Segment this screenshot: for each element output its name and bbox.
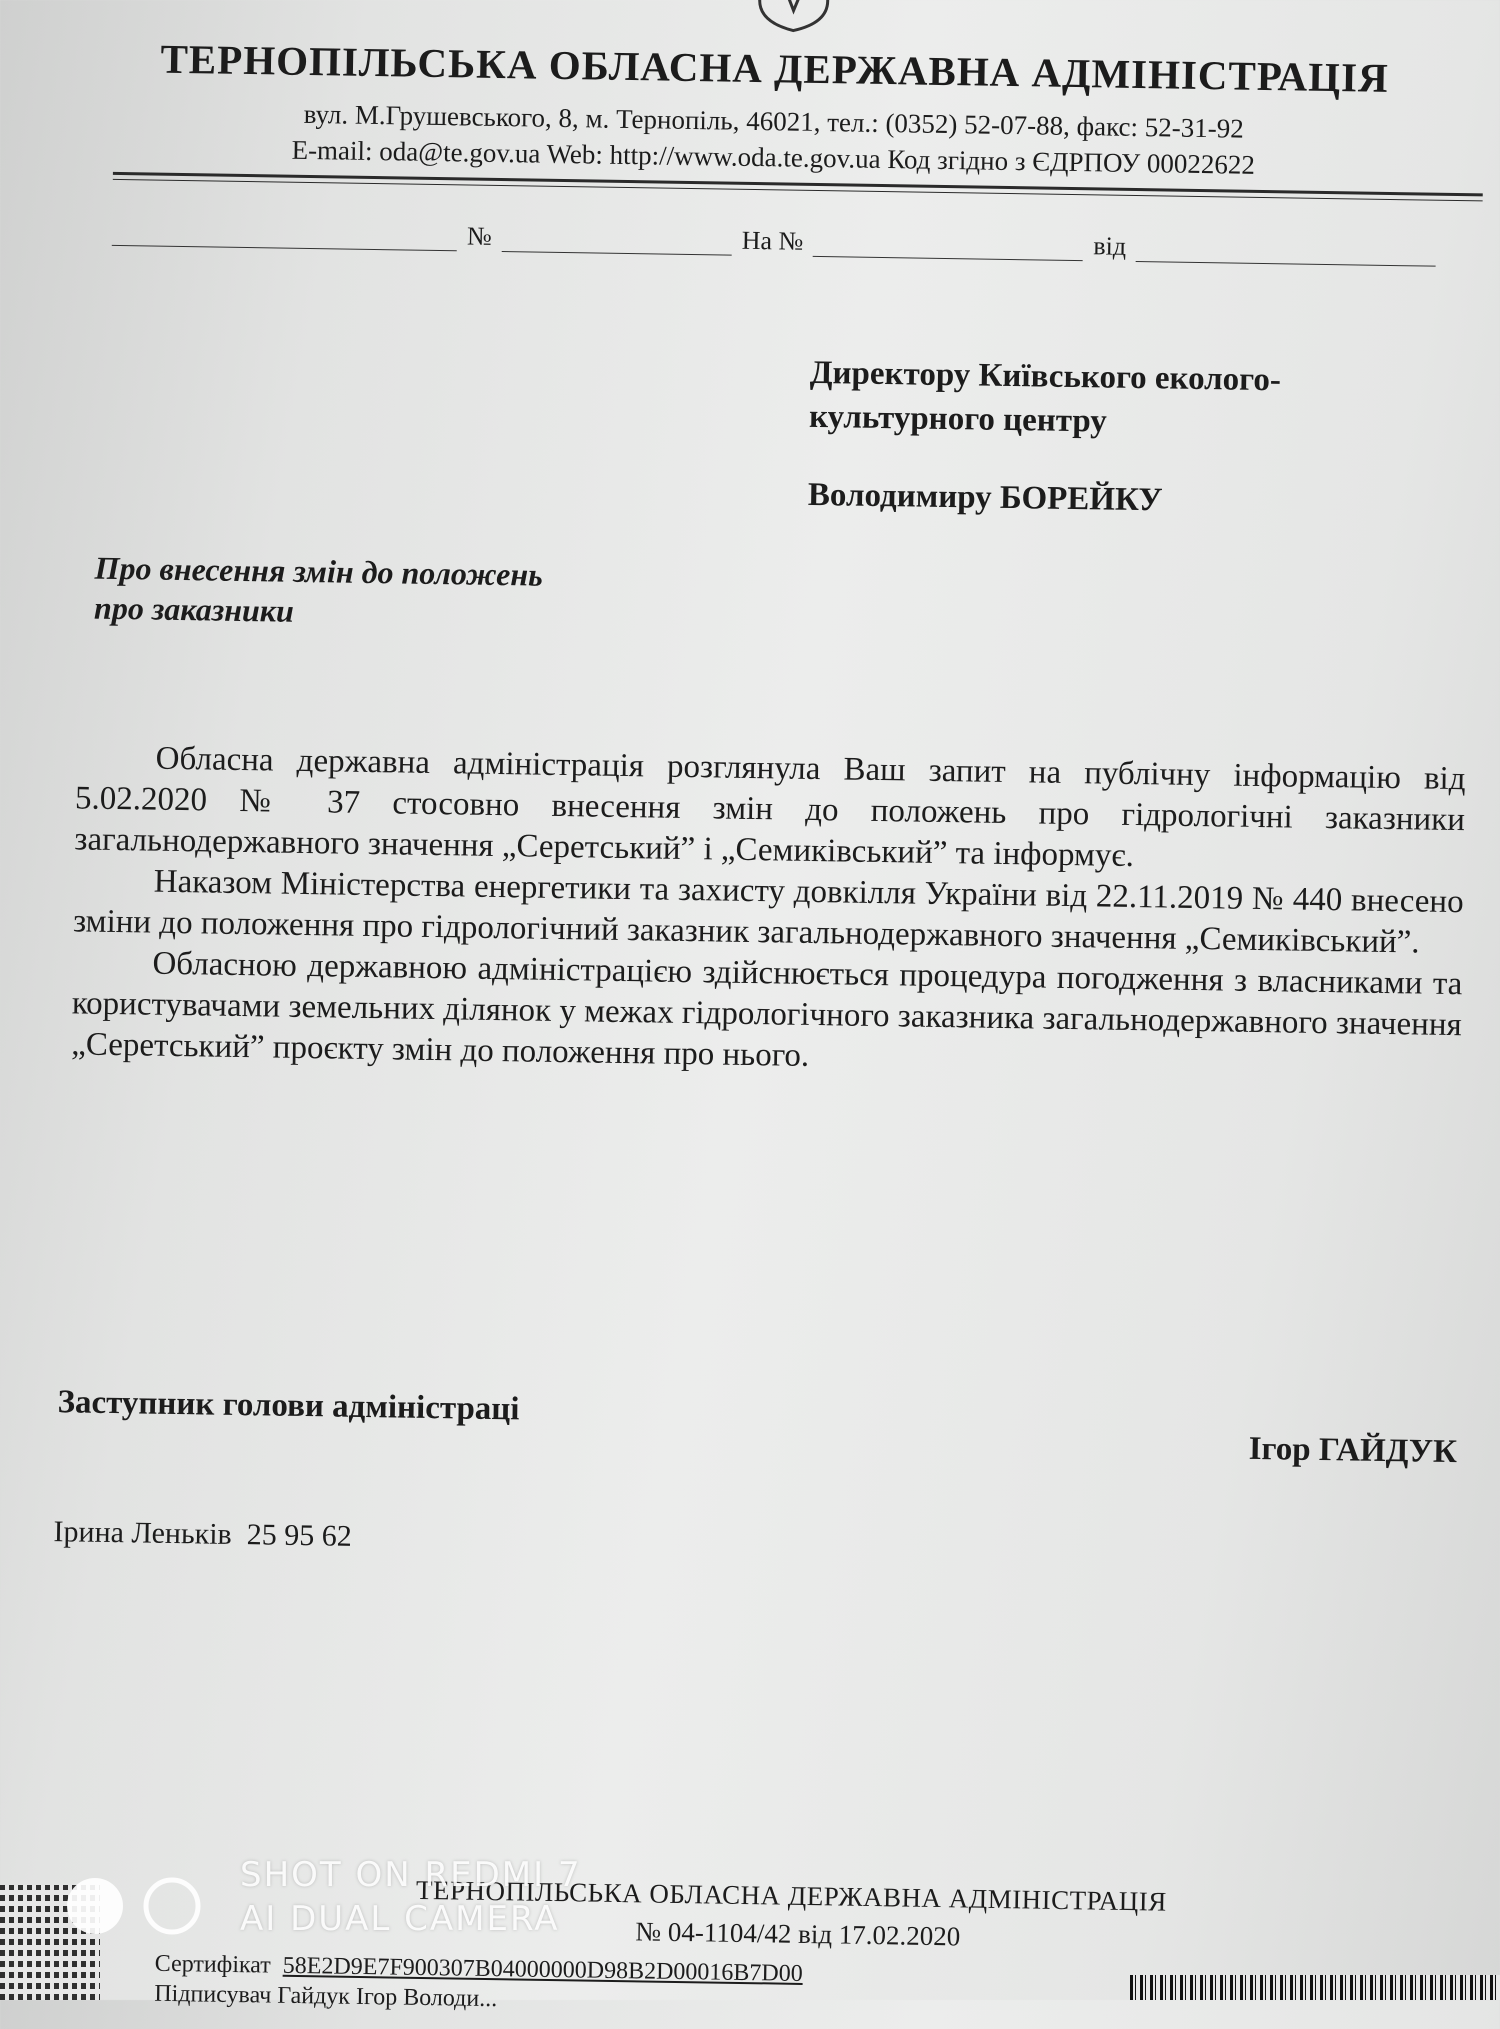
date-blank [112,223,457,251]
recipient-name: Володимиру БОРЕЙКУ [807,476,1163,519]
signer-position: Заступник голови адміністраці [57,1384,520,1428]
subject-line2: про заказники [93,589,295,629]
subject-line1: Про внесення змін до положень [94,549,544,593]
reply-to-label: На № [741,225,804,256]
reply-to-blank [813,234,1083,261]
recipient-block [808,351,1411,526]
executor-phone: 25 95 62 [246,1518,352,1553]
stamp-registration: № 04-1104/42 від 17.02.2020 [635,1916,961,1952]
recipient-position-line2: культурного центру [808,398,1108,440]
organization-address: вул. М.Грушевського, 8, м. Тернопіль, 46021, тел.: (0352) 52-07-88, факс: 52-31-92 [303,98,1245,144]
certificate-value: 58E2D9E7F900307B04000000D98B2D00016B7D00 [282,1952,803,1987]
recipient-position-line1: Директору Київського еколого- [809,354,1282,399]
stamp-signer: Підписувач Гайдук Ігор Володи... [154,1980,498,2013]
executor-name: Ірина Леньків [53,1515,232,1551]
body-paragraph: Обласною державною адміністрацією здійснюється процедура погодження з власниками та користувачами земельних ділянок у межах гідрологічного заказника загальнодержавного значення „Серетський” проєкту змін до положення про нього. [70,945,1463,1074]
number-label: № [466,221,493,251]
coat-of-arms-icon [753,0,834,33]
reply-date-blank [1136,239,1436,267]
letter-body [71,737,1466,1087]
body-paragraph: Обласна державна адміністрація розглянула Ваш запит на публічну інформацію від 5.02.2020 № 37 стосовно внесення змін до положень про гідрологічні заказники загальнодержавного значення „Серетський” і „Семиківський” та інформує. [74,740,1466,875]
registration-line [112,216,1482,268]
camera-lens-icon [60,1871,210,1941]
body-paragraph: Наказом Міністерства енергетики та захисту довкілля України від 22.11.2019 № 440 внесено зміни до положення про гідрологічний заказник загальнодержавного значення „Семиківський”. [72,863,1464,961]
number-blank [502,229,732,256]
watermark-line1: SHOT ON REDMI 7 [240,1855,582,1895]
barcode [1130,1975,1500,2000]
date-label: від [1093,231,1127,261]
signature-block [57,1384,1458,1471]
signer-name: Ігор ГАЙДУК [1248,1430,1458,1471]
watermark-line2: AI DUAL CAMERA [240,1899,560,1939]
executor-line [53,1515,352,1554]
camera-watermark [60,1855,580,1965]
organization-contacts: E-mail: oda@te.gov.ua Web: http://www.oda.te.gov.ua Код згідно з ЄДРПОУ 00022622 [291,134,1256,180]
letter-subject [94,548,695,637]
certificate-label: Сертифікат [154,1950,271,1979]
stamp-organization: ТЕРНОПІЛЬСЬКА ОБЛАСНА ДЕРЖАВНА АДМІНІСТРАЦІЯ [415,1874,1167,1917]
organization-name: ТЕРНОПІЛЬСЬКА ОБЛАСНА ДЕРЖАВНА АДМІНІСТРАЦІЯ [160,35,1390,101]
